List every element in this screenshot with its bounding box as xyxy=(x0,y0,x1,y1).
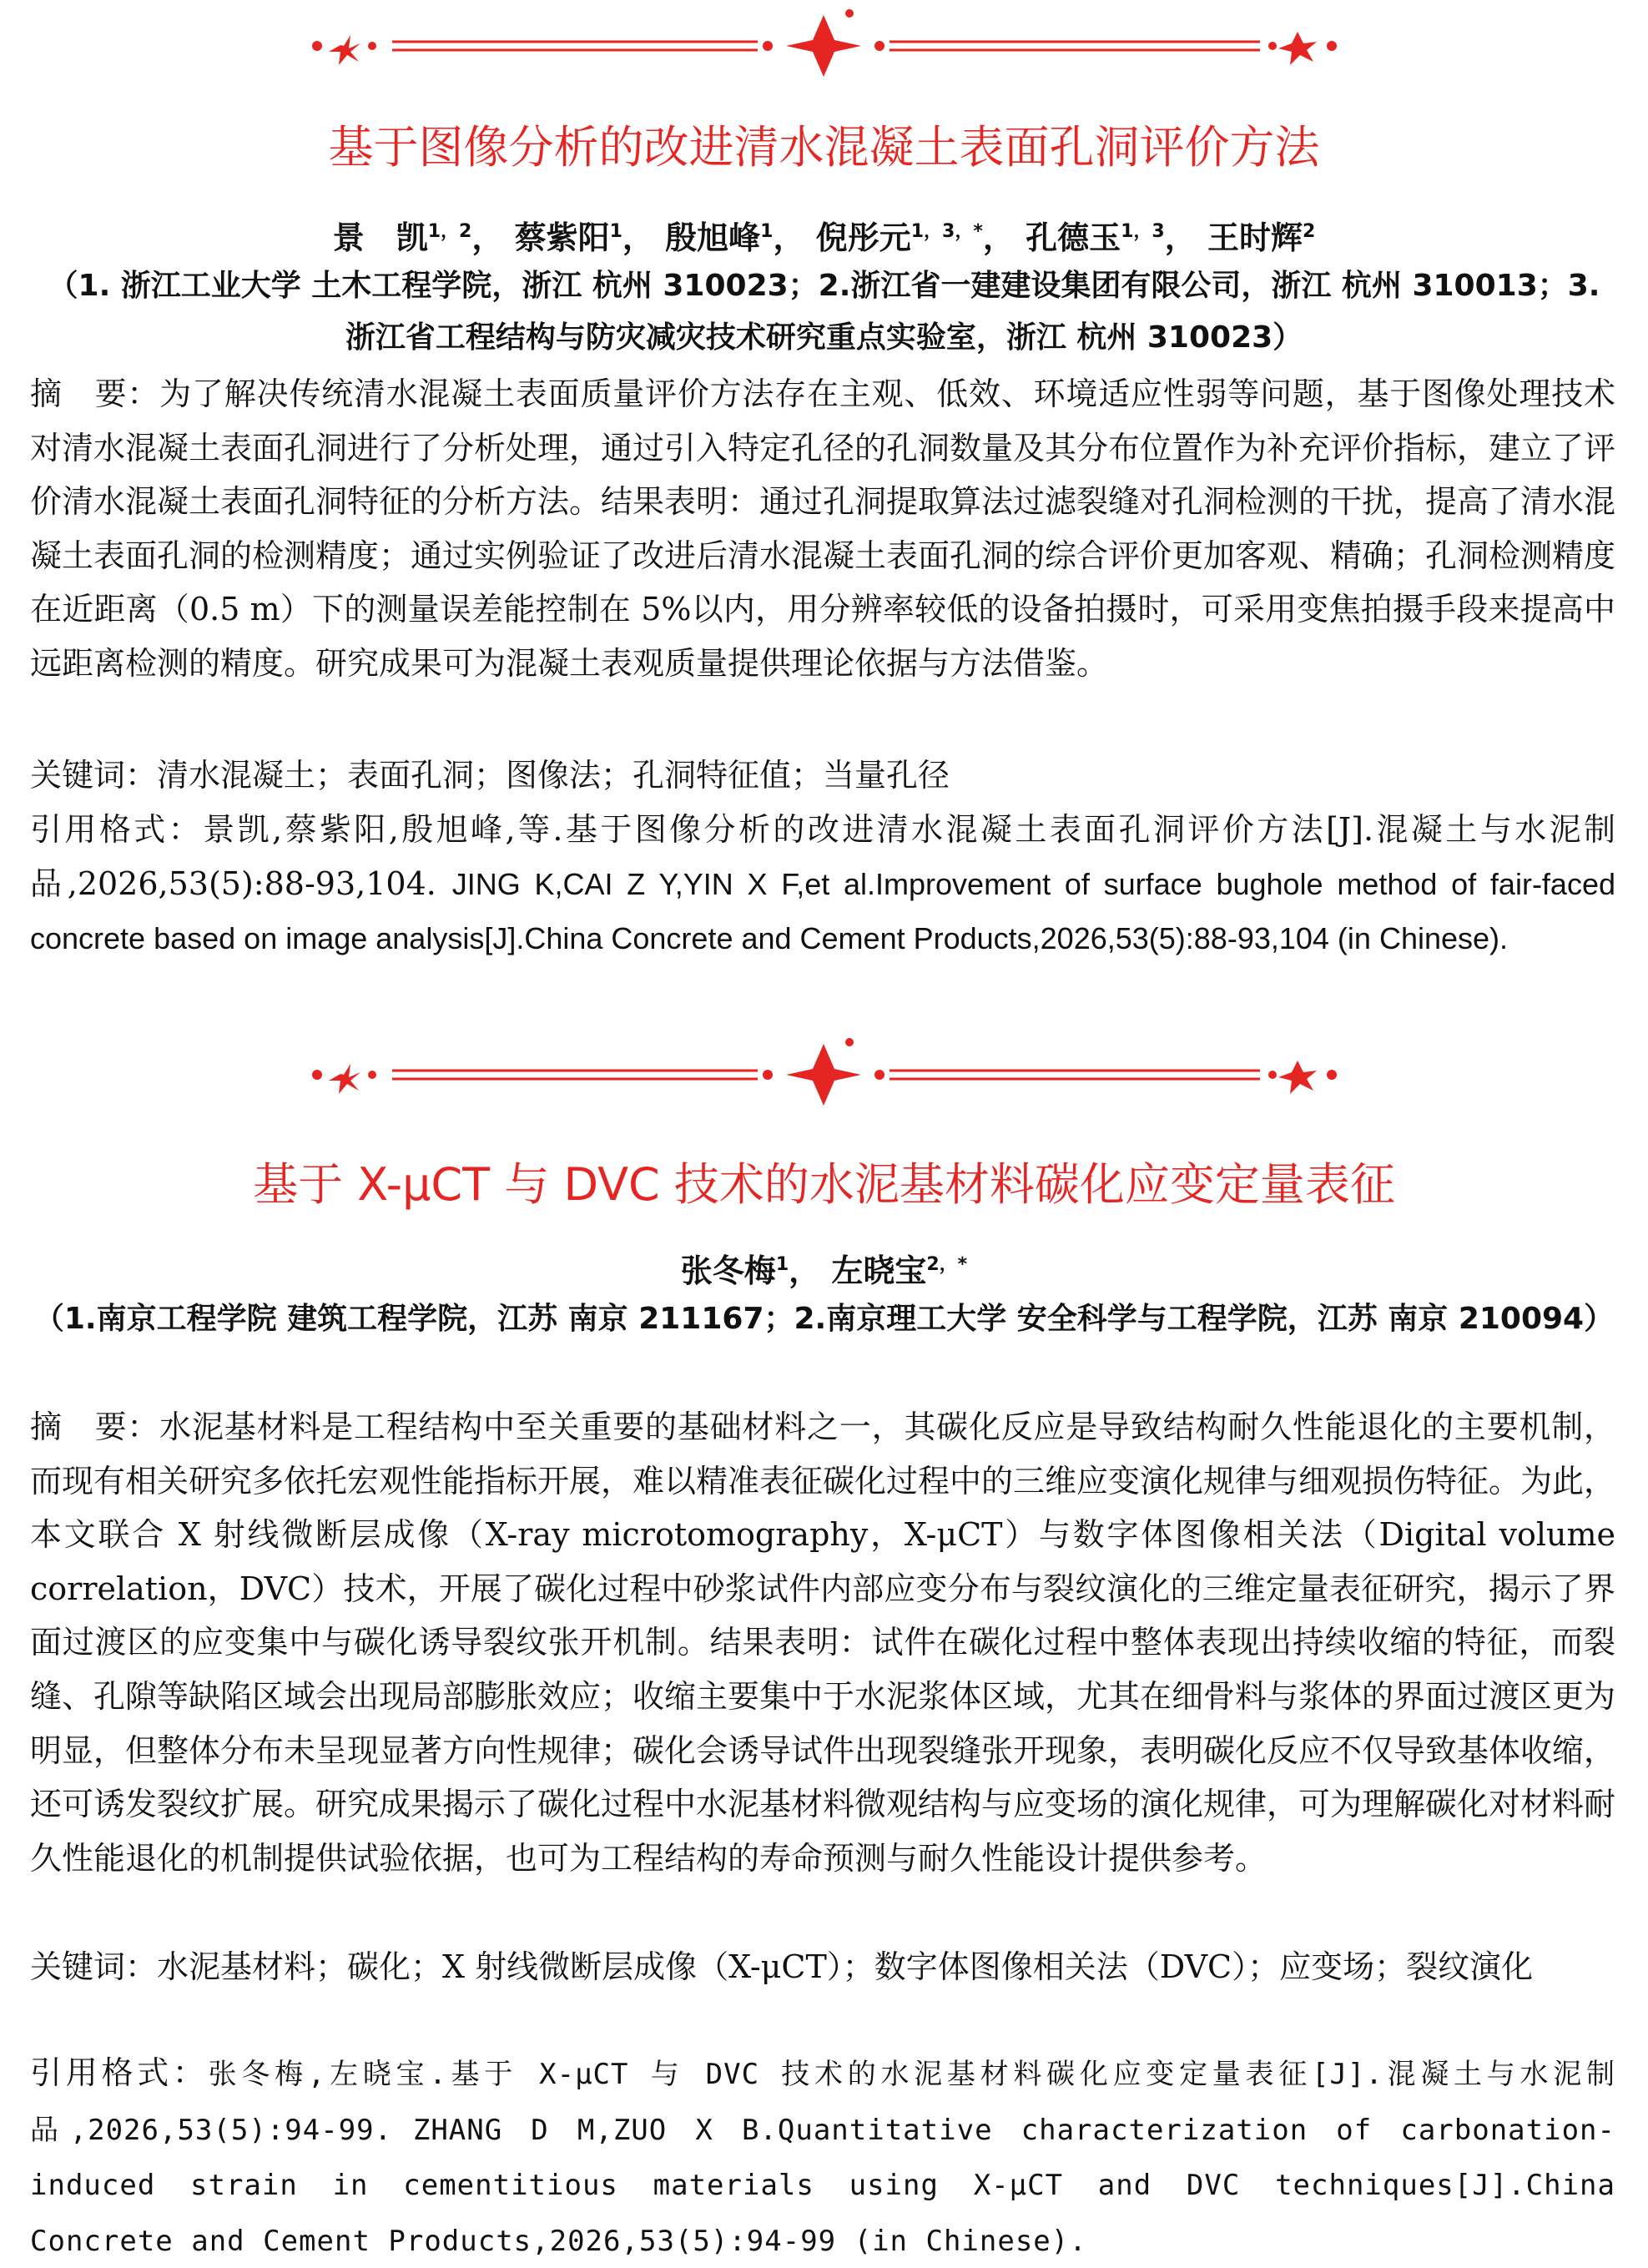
author-name: 倪彤元 xyxy=(815,219,911,256)
citation-cn: 景凯,蔡紫阳,殷旭峰,等.基于图像分析的改进清水混凝土表面孔洞评价方法[J].混凝土与水泥制品,2026,53(5):88-93,104. xyxy=(30,811,1615,902)
dot-icon xyxy=(874,41,884,51)
author-affil-sup: 1 xyxy=(760,221,774,242)
author-name: 殷旭峰 xyxy=(665,219,761,256)
dot-icon xyxy=(874,1070,884,1080)
dot-icon xyxy=(1327,41,1337,51)
author-affil-sup: 2，* xyxy=(926,1254,968,1275)
citation xyxy=(30,2046,1615,2268)
author-list: 张冬梅$^1$， 左晓宝$^{2,*}$ xyxy=(680,1252,968,1289)
author-affil-sup: 1，2 xyxy=(427,221,472,242)
dot-icon xyxy=(1268,42,1277,50)
citation-label: 引用格式： xyxy=(30,811,204,848)
author-affil-sup: 1，3，* xyxy=(910,221,983,242)
abstract-text: 水泥基材料是工程结构中至关重要的基础材料之一，其碳化反应是导致结构耐久性能退化的主要机制，而现有相关研究多依托宏观性能指标开展，难以精准表征碳化过程中的三维应变演化规律与细观损伤特征。为此，本文联合 X 射线微断层成像（X-ray microtomography，X-μCT）与数字体图像相关法（Digital volume correlation，DVC）技术，开展了碳化过程中砂浆试件内部应变分布与裂纹演化的三维定量表征研究，揭示了界面过渡区的应变集中与碳化诱导裂纹张开机制。结果表明：试件在碳化过程中整体表现出持续收缩的特征，而裂缝、孔隙等缺陷区域会出现局部膨胀效应；收缩主要集中于水泥浆体区域，尤其在细骨料与浆体的界面过渡区更为明显，但整体分布未呈现显著方向性规律；碳化会诱导试件出现裂缝张开现象，表明碳化反应不仅导致基体收缩，还可诱发裂纹扩展。研究成果揭示了碳化过程中水泥基材料微观结构与应变场的演化规律，可为理解碳化对材料耐久性能退化的机制提供试验依据，也可为工程结构的寿命预测与耐久性能设计提供参考。 xyxy=(30,1409,1616,1877)
dot-icon xyxy=(845,9,854,18)
author-name: 王时辉 xyxy=(1207,219,1303,256)
keywords-label: 关键词： xyxy=(30,757,158,794)
affiliation: （1. 浙江工业大学 土木工程学院，浙江 杭州 310023；2.浙江省一建建设集团有限公司，浙江 杭州 310013；3.浙江省工程结构与防灾减灾技术研究重点实验室，浙江 杭州 310023） xyxy=(48,269,1600,355)
author-name: 蔡紫阳 xyxy=(514,219,610,256)
dot-icon xyxy=(845,1038,854,1046)
citation-en: ZHANG D M,ZUO X B.Quantitative characterization of carbonation-induced strain in cementitious materials using X-μCT and DVC techniques[J].China Concrete and Cement Products,2026,53(5):94-99 (in Chinese). xyxy=(30,2113,1615,2258)
author-name: 张冬梅 xyxy=(680,1252,776,1289)
abstract xyxy=(30,1400,1615,1885)
abstract-text: 为了解决传统清水混凝土表面质量评价方法存在主观、低效、环境适应性弱等问题，基于图像处理技术对清水混凝土表面孔洞进行了分析处理，通过引入特定孔径的孔洞数量及其分布位置作为补充评价指标，建立了评价清水混凝土表面孔洞特征的分析方法。结果表明：通过孔洞提取算法过滤裂缝对孔洞检测的干扰，提高了清水混凝土表面孔洞的检测精度；通过实例验证了改进后清水混凝土表面孔洞的综合评价更加客观、精确；孔洞检测精度在近距离（0.5 m）下的测量误差能控制在 5%以内，用分辨率较低的设备拍摄时，可采用变焦拍摄手段来提高中远距离检测的精度。研究成果可为混凝土表观质量提供理论依据与方法借鉴。 xyxy=(30,375,1616,682)
keywords xyxy=(30,748,1615,803)
ornament-divider-2 xyxy=(300,1029,1348,1121)
star-icon xyxy=(329,1064,360,1094)
ornament-divider-1 xyxy=(300,0,1348,92)
keywords xyxy=(30,1940,1615,1994)
diamond-star-icon xyxy=(786,1044,861,1106)
author-name: 孔德玉 xyxy=(1026,219,1121,256)
citation-en: JING K,CAI Z Y,YIN X F,et al.Improvement of surface bughole method of fair-faced concrete based on image analysis[J].China Concrete and Cement Products,2026,53(5):88-93,104 (in Chinese). xyxy=(30,866,1615,956)
keywords-label: 关键词： xyxy=(30,1948,158,1985)
diamond-star-icon xyxy=(786,15,861,77)
citation-cn: 张冬梅,左晓宝.基于 X-μCT 与 DVC 技术的水泥基材料碳化应变定量表征[J].混凝土与水泥制品,2026,53(5):94-99. xyxy=(30,2058,1615,2147)
dot-icon xyxy=(312,41,322,51)
abstract xyxy=(30,367,1615,691)
author-affil-sup: 2 xyxy=(1302,221,1316,242)
abstract-label: 摘 要： xyxy=(30,375,160,412)
citation-label: 引用格式： xyxy=(30,2054,209,2091)
dot-icon xyxy=(763,41,773,51)
author-name: 景 凯 xyxy=(332,219,428,256)
author-affil-sup: 1 xyxy=(609,221,622,242)
dot-icon xyxy=(1327,1070,1337,1080)
citation xyxy=(30,803,1615,966)
author-list: 景 凯$^{1,2}$， 蔡紫阳$^1$， 殷旭峰$^1$， 倪彤元$^{1,3,*}$， 孔德玉$^{1,3}$， 王时辉$^2$ xyxy=(332,219,1316,256)
author-affil-sup: 1，3 xyxy=(1121,221,1165,242)
dot-icon xyxy=(1268,1071,1277,1079)
article-title: 基于图像分析的改进清水混凝土表面孔洞评价方法 xyxy=(328,121,1320,174)
star-icon xyxy=(1278,32,1317,65)
affiliation: （1.南京工程学院 建筑工程学院，江苏 南京 211167；2.南京理工大学 安全科学与工程学院，江苏 南京 210094） xyxy=(33,1302,1615,1336)
article-title: 基于 X-μCT 与 DVC 技术的水泥基材料碳化应变定量表征 xyxy=(253,1158,1395,1211)
keywords-text: 清水混凝土；表面孔洞；图像法；孔洞特征值；当量孔径 xyxy=(157,757,950,794)
author-affil-sup: 1 xyxy=(775,1254,789,1275)
dot-icon xyxy=(763,1070,773,1080)
abstract-label: 摘 要： xyxy=(30,1409,160,1445)
star-icon xyxy=(1278,1061,1317,1094)
keywords-text: 水泥基材料；碳化；X 射线微断层成像（X-μCT）；数字体图像相关法（DVC）；应变场；裂纹演化 xyxy=(157,1948,1534,1985)
author-name: 左晓宝 xyxy=(831,1252,927,1289)
dot-icon xyxy=(368,42,376,50)
dot-icon xyxy=(368,1071,376,1079)
star-icon xyxy=(329,35,360,65)
dot-icon xyxy=(312,1070,322,1080)
